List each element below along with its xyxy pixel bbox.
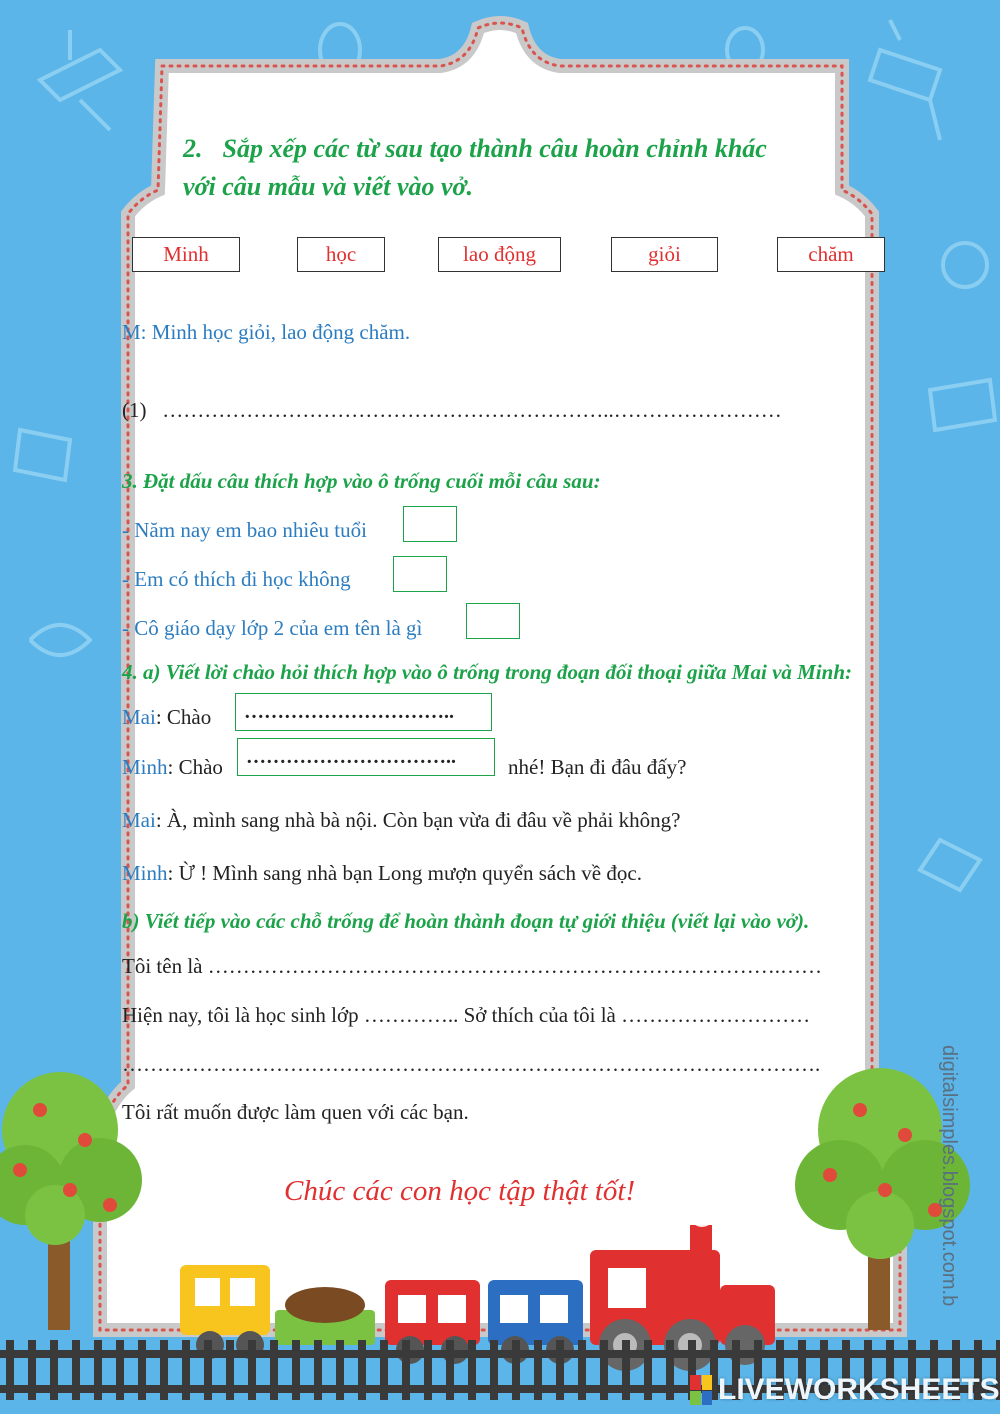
fence-post — [204, 1340, 212, 1402]
word-card-hoc[interactable]: học — [297, 237, 385, 272]
greeting-input-1[interactable]: ………………………….. — [235, 693, 492, 731]
watermark-text: digitalsimples.blogspot.com.b — [938, 1045, 960, 1307]
q4a-title-text: Viết lời chào hỏi thích hợp vào ô trống trong đoạn đối thoại giữa Mai và Minh: — [165, 660, 852, 684]
fence-post — [6, 1340, 14, 1402]
airplane-doodle-icon — [920, 840, 980, 890]
intro-line-2[interactable]: Hiện nay, tôi là học sinh lớp ………….. Sở thích của tôi là ……………………… — [122, 1003, 811, 1027]
fence-post — [116, 1340, 124, 1402]
speaker-minh: Minh — [122, 755, 168, 779]
greeting-input-2[interactable]: ………………………….. — [237, 738, 495, 776]
fence-post — [182, 1340, 190, 1402]
q2-title-text: Sắp xếp các từ sau tạo thành câu hoàn chỉnh khác — [222, 134, 767, 163]
intro-line-1[interactable]: Tôi tên là ……………………………………………………………………….…… — [122, 954, 822, 978]
fence-post — [160, 1340, 168, 1402]
speaker-minh-2: Minh — [122, 861, 168, 885]
word-card-cham[interactable]: chăm — [777, 237, 885, 272]
intro-line-4: Tôi rất muốn được làm quen với các bạn. — [122, 1100, 469, 1124]
word-card-gioi[interactable]: giỏi — [611, 237, 718, 272]
fence-post — [644, 1340, 652, 1402]
dialogue-line-4 — [122, 861, 642, 886]
q2-answer-line — [122, 398, 782, 423]
cloud-doodle-icon — [30, 625, 90, 655]
q4a-title — [122, 660, 852, 685]
airplane-doodle-icon — [40, 30, 120, 130]
fence-post — [314, 1340, 322, 1402]
q3-item-1: - Năm nay em bao nhiêu tuổi — [122, 518, 367, 542]
fence-post — [28, 1340, 36, 1402]
airplane-doodle-icon — [870, 20, 940, 140]
train-car-yellow — [180, 1265, 270, 1335]
dialogue-line-3 — [122, 808, 680, 833]
q2-number: 2. — [183, 134, 203, 163]
q2-title-line1 — [183, 130, 767, 168]
fence-post — [622, 1340, 630, 1402]
fence-post — [358, 1340, 366, 1402]
q2-title-line2: với câu mẫu và viết vào vở. — [183, 172, 473, 201]
fence-post — [534, 1340, 542, 1402]
q3-punctuation-box-1[interactable] — [403, 506, 457, 542]
fence-post — [226, 1340, 234, 1402]
speaker-mai: Mai — [122, 705, 156, 729]
q4b-number: b) — [122, 909, 140, 933]
word-card-lao-dong[interactable]: lao động — [438, 237, 561, 272]
fence-post — [424, 1340, 432, 1402]
sun-doodle-icon — [943, 243, 987, 287]
q3-item-3: - Cô giáo dạy lớp 2 của em tên là gì — [122, 616, 423, 640]
fence-post — [94, 1340, 102, 1402]
fence-post — [72, 1340, 80, 1402]
fence-post — [490, 1340, 498, 1402]
fence-post — [270, 1340, 278, 1402]
q4b-title-text: Viết tiếp vào các chỗ trống để hoàn thành đoạn tự giới thiệu (viết lại vào vở). — [144, 909, 810, 933]
fence-post — [248, 1340, 256, 1402]
intro-line-3[interactable]: ………………………………………………………………………………………. — [122, 1052, 821, 1076]
brand-name: LIVEWORKSHEETS — [718, 1373, 1000, 1406]
example-prefix: M: — [122, 320, 147, 344]
dialogue-line-2 — [122, 755, 223, 780]
fence-post — [600, 1340, 608, 1402]
fence-post — [578, 1340, 586, 1402]
brand-grid-icon — [690, 1375, 712, 1405]
fence-post — [138, 1340, 146, 1402]
airplane-doodle-icon — [930, 380, 995, 430]
fence-post — [336, 1340, 344, 1402]
airplane-doodle-icon — [15, 430, 70, 480]
fence-post — [468, 1340, 476, 1402]
fence-post — [50, 1340, 58, 1402]
dialogue-line-1-text: : Chào — [155, 705, 212, 729]
word-card-minh[interactable]: Minh — [132, 237, 240, 272]
q4b-title — [122, 909, 809, 934]
speaker-mai-2: Mai — [122, 808, 156, 832]
q3-punctuation-box-3[interactable] — [466, 603, 520, 639]
answer-label: (1) — [122, 398, 147, 422]
q4a-number: 4. a) — [122, 660, 161, 684]
fence-post — [512, 1340, 520, 1402]
q3-title: 3. Đặt dấu câu thích hợp vào ô trống cuối mỗi câu sau: — [122, 469, 601, 493]
fence-post — [402, 1340, 410, 1402]
dialogue-line-1 — [122, 705, 211, 730]
example-sentence: Minh học giỏi, lao động chăm. — [151, 320, 411, 344]
fence-post — [292, 1340, 300, 1402]
closing-message: Chúc các con học tập thật tốt! — [284, 1175, 636, 1207]
q3-item-2: - Em có thích đi học không — [122, 567, 351, 591]
fence-post — [446, 1340, 454, 1402]
fence-post — [380, 1340, 388, 1402]
dialogue-line-4-text: : Ừ ! Mình sang nhà bạn Long mượn quyển sách về đọc. — [167, 861, 642, 885]
dialogue-line-3-text: : À, mình sang nhà bà nội. Còn bạn vừa đi đâu về phải không? — [155, 808, 681, 832]
fence-post — [556, 1340, 564, 1402]
q2-example — [122, 320, 410, 345]
dialogue-line-2-tail: nhé! Bạn đi đâu đấy? — [508, 755, 687, 779]
fence-post — [666, 1340, 674, 1402]
dialogue-line-2-text: : Chào — [167, 755, 223, 779]
q3-punctuation-box-2[interactable] — [393, 556, 447, 592]
answer-dots[interactable]: ………………………………………………………..…………………… — [162, 398, 782, 422]
brand-logo[interactable] — [690, 1373, 1000, 1407]
